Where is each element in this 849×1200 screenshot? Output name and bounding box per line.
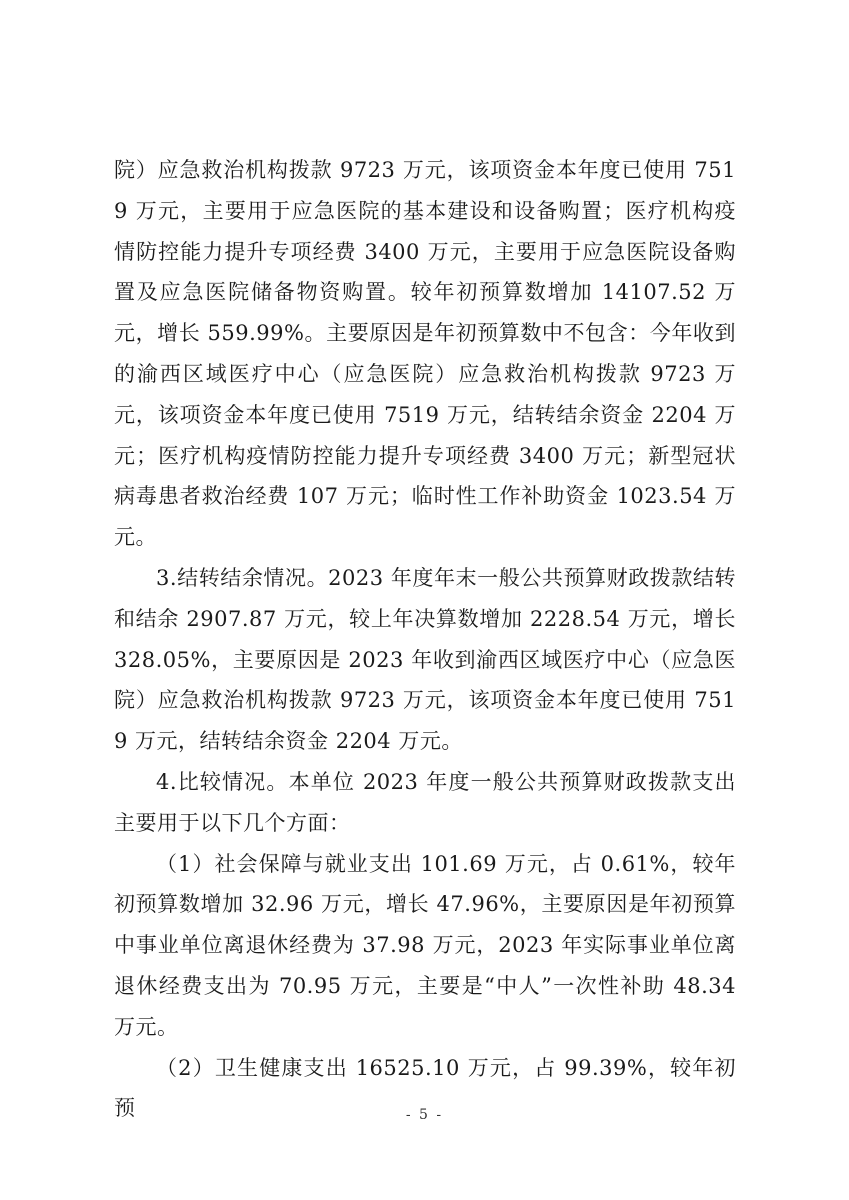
page-number: - 5 - <box>405 1107 444 1123</box>
paragraph-continued: 院）应急救治机构拨款 9723 万元，该项资金本年度已使用 7519 万元，主要用于应急医院的基本建设和设备购置；医疗机构疫情防控能力提升专项经费 3400 万元，主要用于应急医院设备购置及应急医院储备物资购置。较年初预算数增加 14107.52 万元，增长 559.99%。主要原因是年初预算数中不包含：今年收到的渝西区域医疗中心（应急医院）应急救治机构拨款 9723 万元，该项资金本年度已使用 7519 万元，结转结余资金 2204 万元；医疗机构疫情防控能力提升专项经费 3400 万元；新型冠状病毒患者救治经费 107 万元；临时性工作补助资金 1023.54 万元。 <box>114 158 736 550</box>
paragraph-health: （2）卫生健康支出 16525.10 万元，占 99.39%，较年初预 <box>114 1055 736 1121</box>
body-text <box>114 150 736 1129</box>
paragraph-social-security: （1）社会保障与就业支出 101.69 万元，占 0.61%，较年初预算数增加 32.96 万元，增长 47.96%，主要原因是年初预算中事业单位离退休经费为 37.98 万元，2023 年实际事业单位离退休经费支出为 70.95 万元，主要是“中人”一次性补助 48.34 万元。 <box>114 851 736 1039</box>
paragraph-carryover: 3.结转结余情况。2023 年度年末一般公共预算财政拨款结转和结余 2907.87 万元，较上年决算数增加 2228.54 万元，增长 328.05%，主要原因是 2023 年收到渝西区域医疗中心（应急医院）应急救治机构拨款 9723 万元，该项资金本年度已使用 7519 万元，结转结余资金 2204 万元。 <box>114 565 736 754</box>
paragraph-comparison: 4.比较情况。本单位 2023 年度一般公共预算财政拨款支出主要用于以下几个方面： <box>114 769 736 835</box>
